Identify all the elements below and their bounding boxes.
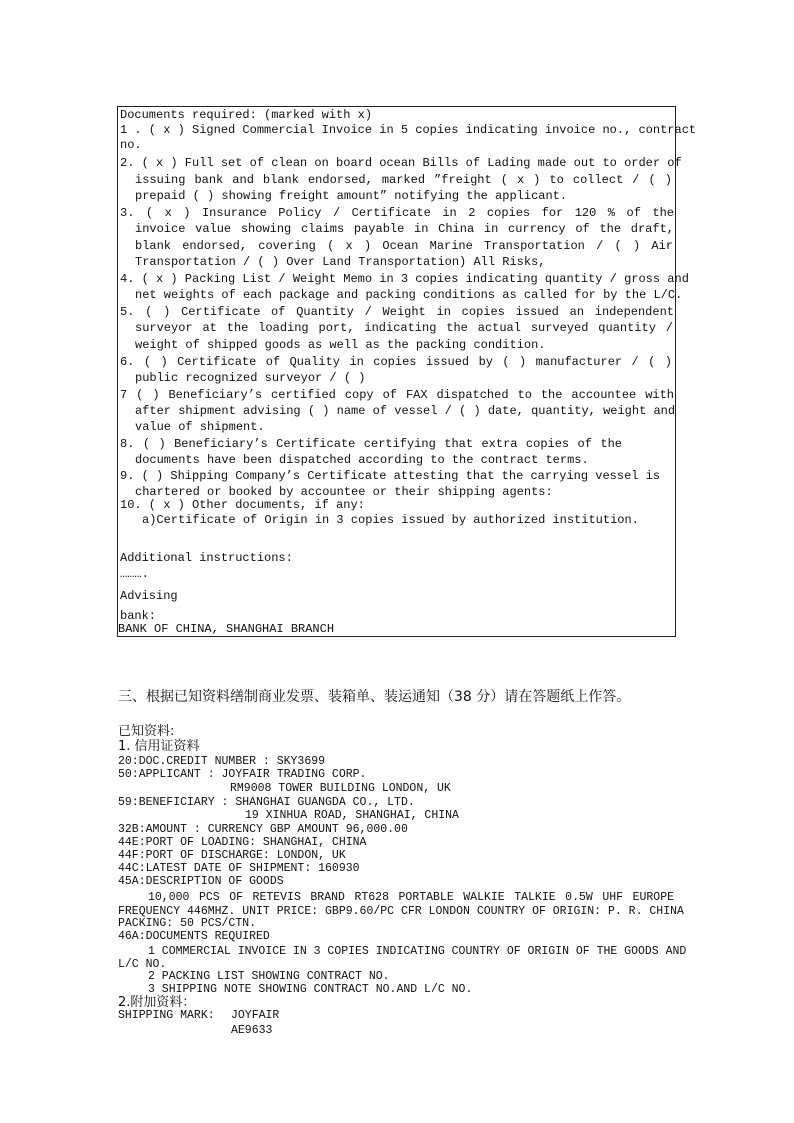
shipping-mark-label: SHIPPING MARK: bbox=[118, 1009, 215, 1022]
lc-line: 19 XINHUA ROAD, SHANGHAI, CHINA bbox=[245, 809, 459, 822]
item-5-line-2: surveyor at the loading port, indicating the actual surveyed quantity / bbox=[135, 321, 673, 335]
item-8-line-2: documents have been dispatched according to the contract terms. bbox=[135, 453, 589, 467]
item-3-line-4: Transportation / ( ) Over Land Transportation) All Risks, bbox=[135, 255, 546, 269]
item-9-line-1: 9. ( ) Shipping Company’s Certificate attesting that the carrying vessel is bbox=[120, 469, 661, 483]
item-7-line-3: value of shipment. bbox=[135, 420, 265, 434]
item-5-line-3: weight of shipped goods as well as the packing condition. bbox=[135, 338, 546, 352]
additional-instructions-label: Additional instructions: bbox=[120, 551, 293, 565]
item-3-line-1: 3. ( x ) Insurance Policy / Certificate in 2 copies for 120 % of the bbox=[120, 206, 674, 220]
bank-value: BANK OF CHINA, SHANGHAI BRANCH bbox=[118, 622, 335, 636]
lc-line: RM9008 TOWER BUILDING LONDON, UK bbox=[230, 782, 451, 795]
lc-line: 32B:AMOUNT : CURRENCY GBP AMOUNT 96,000.00 bbox=[118, 823, 408, 836]
item-2-line-1: 2. ( x ) Full set of clean on board ocean Bills of Lading made out to order of bbox=[120, 156, 682, 170]
lc-line: 1 COMMERCIAL INVOICE IN 3 COPIES INDICATING COUNTRY OF ORIGIN OF THE GOODS AND bbox=[148, 945, 687, 958]
item-8-line-1: 8. ( ) Beneficiary’s Certificate certifying that extra copies of the bbox=[120, 437, 622, 451]
item-10-line-2: a)Certificate of Origin in 3 copies issued by authorized institution. bbox=[142, 513, 639, 527]
lc-line: 20:DOC.CREDIT NUMBER : SKY3699 bbox=[118, 755, 326, 768]
item-7-line-2: after shipment advising ( ) name of vessel / ( ) date, quantity, weight and bbox=[135, 404, 676, 418]
lc-line: 3 SHIPPING NOTE SHOWING CONTRACT NO.AND L/C NO. bbox=[148, 983, 473, 996]
lc-line: 10,000 PCS OF RETEVIS BRAND RT628 PORTABLE WALKIE TALKIE 0.5W UHF EUROPE bbox=[148, 891, 674, 904]
section-title: 三、根据已知资料缮制商业发票、装箱单、装运通知（38 分）请在答题纸上作答。 bbox=[118, 689, 631, 705]
lc-line: 50:APPLICANT : JOYFAIR TRADING CORP. bbox=[118, 768, 367, 781]
lc-line: 59:BENEFICIARY : SHANGHAI GUANGDA CO., LTD. bbox=[118, 796, 415, 809]
item-3-line-2: invoice value showing claims payable in China in currency of the draft, bbox=[135, 222, 674, 236]
lc-line: 45A:DESCRIPTION OF GOODS bbox=[118, 875, 284, 888]
item-6-line-2: public recognized surveyor / ( ) bbox=[135, 371, 366, 385]
item-3-line-3: blank endorsed, covering ( x ) Ocean Marine Transportation / ( ) Air bbox=[135, 239, 673, 253]
documents-header: Documents required: (marked with x) bbox=[120, 108, 373, 122]
item-1-line-1: 1 . ( x ) Signed Commercial Invoice in 5 copies indicating invoice no., contract bbox=[120, 123, 697, 137]
shipping-mark-line: AE9633 bbox=[231, 1024, 273, 1037]
additional-instructions-value: ………. bbox=[120, 567, 149, 581]
lc-line: PACKING: 50 PCS/CTN. bbox=[118, 917, 257, 930]
item-10-line-1: 10. ( x ) Other documents, if any: bbox=[120, 498, 365, 512]
lc-line: 2 PACKING LIST SHOWING CONTRACT NO. bbox=[148, 970, 390, 983]
item-2-line-2: issuing bank and blank endorsed, marked ”freight ( x ) to collect / ( ) bbox=[135, 173, 672, 187]
item-2-line-3: prepaid ( ) showing freight amount” notifying the applicant. bbox=[135, 189, 568, 203]
item-1-line-2: no. bbox=[120, 138, 142, 152]
given-sub-2: 2.附加资料： bbox=[118, 995, 196, 1010]
lc-line: 44E:PORT OF LOADING: SHANGHAI, CHINA bbox=[118, 836, 367, 849]
item-4-line-1: 4. ( x ) Packing List / Weight Memo in 3 copies indicating quantity / gross and bbox=[120, 272, 689, 286]
given-sub-1: 1. 信用证资料 bbox=[118, 739, 200, 754]
given-heading: 已知资料: bbox=[118, 724, 175, 739]
lc-line: 46A:DOCUMENTS REQUIRED bbox=[118, 930, 270, 943]
lc-line: L/C NO. bbox=[118, 958, 167, 971]
item-5-line-1: 5. ( ) Certificate of Quantity / Weight in copies issued an independent bbox=[120, 305, 674, 319]
lc-line: FREQUENCY 446MHZ. UNIT PRICE: GBP9.60/PC CFR LONDON COUNTRY OF ORIGIN: P. R. CHINA bbox=[118, 905, 684, 918]
advising-bank-label: Advising bbox=[120, 589, 178, 603]
item-4-line-2: net weights of each package and packing conditions as called for by the L/C. bbox=[135, 288, 683, 302]
lc-line: 44C:LATEST DATE OF SHIPMENT: 160930 bbox=[118, 862, 360, 875]
shipping-mark-line: JOYFAIR bbox=[231, 1009, 280, 1022]
item-6-line-1: 6. ( ) Certificate of Quality in copies issued by ( ) manufacturer / ( ) bbox=[120, 355, 672, 369]
lc-line: 44F:PORT OF DISCHARGE: LONDON, UK bbox=[118, 849, 346, 862]
item-9-line-2: chartered or booked by accountee or their shipping agents: bbox=[135, 485, 553, 499]
bank-label: bank: bbox=[120, 609, 157, 623]
item-7-line-1: 7 ( ) Beneficiary’s certified copy of FAX dispatched to the accountee with bbox=[120, 388, 674, 402]
